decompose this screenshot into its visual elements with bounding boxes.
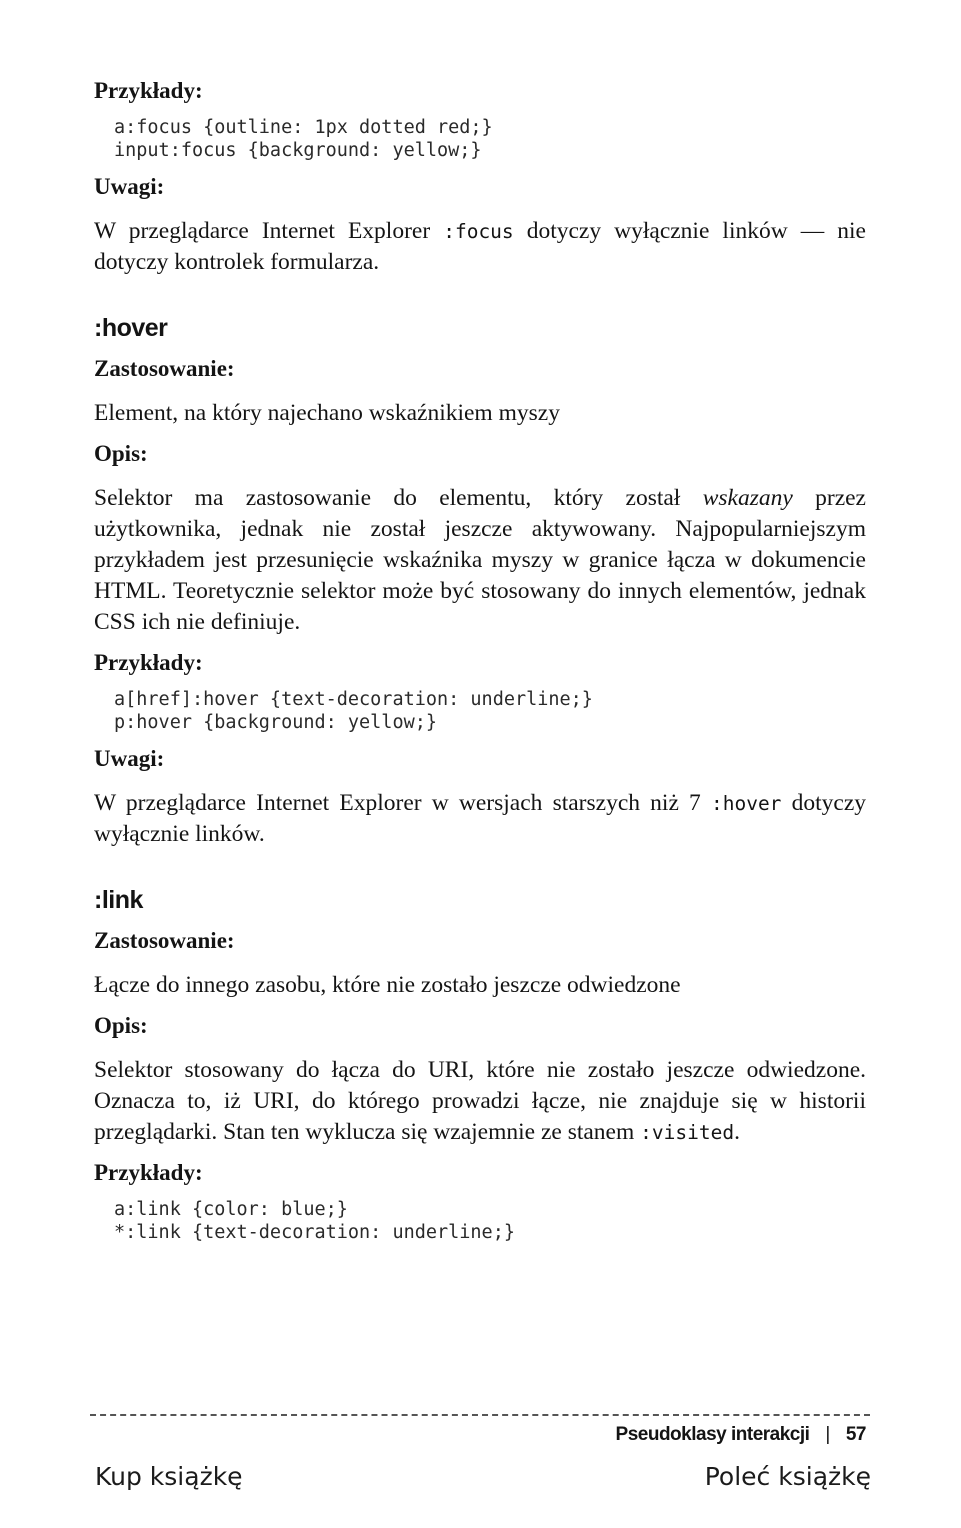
hover-usage-label: Zastosowanie: [94,356,235,381]
page-number: 57 [845,1424,866,1445]
focus-examples-label: Przykłady: [94,78,203,103]
code-line: *:link {text-decoration: underline;} [114,1222,515,1243]
footer-separator: | [825,1424,830,1445]
link-desc-label: Opis: [94,1013,148,1038]
buy-book-link[interactable]: Kup książkę [95,1462,243,1491]
code-line: a[href]:hover {text-decoration: underline;} [114,689,593,710]
link-examples-label: Przykłady: [94,1160,203,1185]
footer-rule [90,1414,870,1416]
code-line: a:link {color: blue;} [114,1199,348,1220]
hover-examples-label: Przykłady: [94,650,203,675]
hover-notes-text: W przeglądarce Internet Explorer w wersjach starszych niż 7 :hover dotyczy wyłącznie linków. [94,790,866,847]
inline-code: :hover [710,792,782,815]
focus-notes-label: Uwagi: [94,174,165,199]
hover-notes-label: Uwagi: [94,746,165,771]
link-usage-text: Łącze do innego zasobu, które nie zostało jeszcze odwiedzone [94,972,681,998]
hover-desc-label: Opis: [94,441,148,466]
recommend-book-link[interactable]: Poleć książkę [704,1462,871,1491]
code-line: input:focus {background: yellow;} [114,140,482,161]
hover-desc-text: Selektor ma zastosowanie do elementu, który został wskazany przez użytkownika, jednak nie został jeszcze aktywowany. Najpopularniejszym przykładem jest przesunięcie wskaźnika myszy w granice łącza w dokumencie HTML. Teoretycznie selektor może być stosowany do innych elementów, jednak CSS ich nie definiuje. [94,485,866,635]
link-desc-text: Selektor stosowany do łącza do URI, które nie zostało jeszcze odwiedzone. Oznacza to, iż URI, do którego prowadzi łącze, nie znajduje się w historii przeglądarki. Stan ten wyklucza się wzajemnie ze stanem :visited. [94,1057,866,1145]
section-heading-link: :link [94,886,143,914]
footer-section-title: Pseudoklasy interakcji [615,1424,810,1445]
page-content [94,76,866,1244]
section-heading-hover: :hover [94,314,168,342]
code-line: p:hover {background: yellow;} [114,712,438,733]
link-usage-label: Zastosowanie: [94,928,235,953]
focus-notes-text: W przeglądarce Internet Explorer :focus dotyczy wyłącznie linków — nie dotyczy kontrolek formularza. [94,218,866,275]
inline-code: :visited [640,1121,735,1144]
emphasis: wskazany [702,485,793,511]
running-footer [616,1424,866,1446]
inline-code: :focus [443,220,514,243]
hover-usage-text: Element, na który najechano wskaźnikiem myszy [94,400,560,426]
code-line: a:focus {outline: 1px dotted red;} [114,117,493,138]
